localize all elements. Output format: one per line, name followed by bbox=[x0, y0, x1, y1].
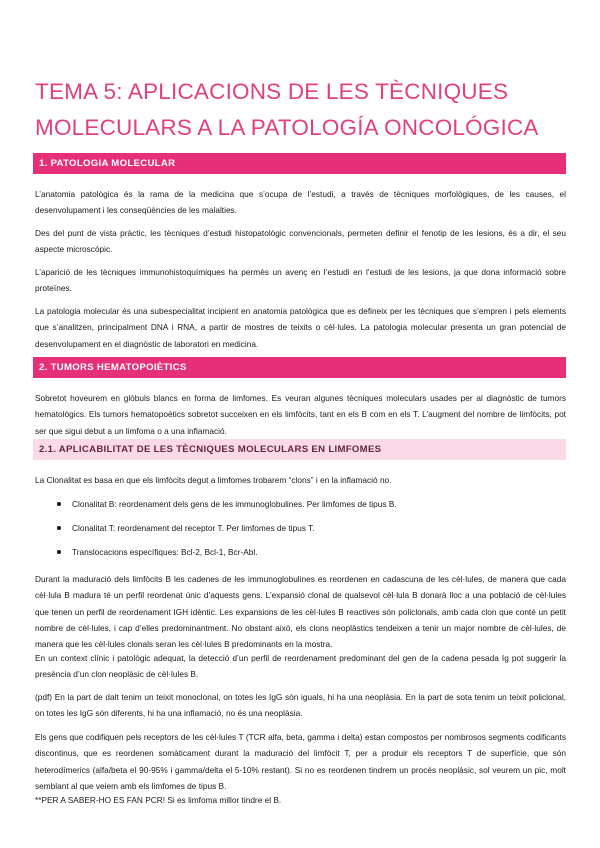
section-heading-patologia-molecular: 1. PATOLOGIA MOLECULAR bbox=[33, 153, 566, 174]
list-item bbox=[35, 520, 566, 544]
bullet-icon bbox=[57, 526, 61, 530]
bullet-list bbox=[35, 496, 566, 568]
list-item-text: Clonalitat T: reordenament del receptor T. Per limfomes de tipus T. bbox=[72, 523, 315, 533]
bullet-icon bbox=[57, 502, 61, 506]
paragraph: En un context clínic i patològic adequat, la detecció d’un perfil de reordenament predominant del gen de la cadena pesada Ig pot suggerir la presència d’un clon neoplàsic de cèl·lules B. bbox=[35, 653, 566, 680]
paragraph: La Clonalitat es basa en que els limfòcits degut a limfomes trobarem “clons” i en la inflamació no. bbox=[35, 475, 392, 485]
list-item-text: Translocacions específiques: Bcl-2, Bcl-1, Bcr-Abl. bbox=[72, 547, 258, 557]
subsection-heading-aplicabilitat: 2.1. APLICABILITAT DE LES TÈCNIQUES MOLECULARS EN LIMFOMES bbox=[33, 439, 566, 460]
paragraph: Durant la maduració dels limfòcits B les cadenes de les immunoglobulines es reordenen en cadascuna de les cèl·lules, de manera que cada cèl·lula B madura té un perfil reordenat únic d’aquests gens. L’expansió clonal de qualsevol cèl·lula B donarà lloc a una població de cèl·lules que tenen un perfil de reordenament IGH idèntic. Les expansions de les cèl·lules B reactives són policlonals, amb cada clon que conté un petit nombre de cèl·lules, i cap d’elles predominantment. No obstant això, els clons neoplàstics tendeixen a tenir un major nombre de cèl·lules, de manera que les cèl·lules clonals seran les cèl·lules B predominants en la mostra. bbox=[35, 574, 566, 650]
paragraph: Sobretot hoveurem en glòbuls blancs en forma de limfomes. Es veuran algunes tècniques moleculars usades per al diagnòstic de tumors hematològics. Els tumors hematopoètics sobretot succeixen en els limfòcits, tant en els B com en els T. L’augment del nombre de limfòcits, pot ser que sigui debut a un limfoma o a una inflamació. bbox=[35, 393, 566, 436]
paragraph: Des del punt de vista pràctic, les tècniques d’estudi histopatològic convencionals, permeten definir el fenotip de les lesions, és a dir, el seu aspecte microscòpic. bbox=[35, 228, 566, 255]
paragraph: La patologia molecular és una subespecialitat incipient en anatomia patològica que es defineix per les tècniques que s’empren i pels elements que s’analitzen, principalment DNA i RNA, a partir de mostres de teixits o cèl·lules. La patologia molecular presenta un gran potencial de desenvolupament en el diagnòstic de laboratori en medicina. bbox=[35, 306, 566, 349]
bullet-icon bbox=[57, 550, 61, 554]
note: **PER A SABER-HO ES FAN PCR! Si es limfoma millor tindre el B. bbox=[35, 795, 282, 805]
list-item-text: Clonalitat B: reordenament dels gens de les immunoglobulines. Per limfomes de tipus B. bbox=[72, 499, 397, 509]
paragraph: Els gens que codifiquen pels receptors de les cèl·lules T (TCR alfa, beta, gamma i delta) estan compostos per nombrosos segments codificants discontinus, que es reordenen somàticament durant la maduració del limfòcit T, per a produir els receptors T de superfície, que són heterodímerics (alfa/beta el 90-95% i gamma/delta el 5-10% restant). Si no es reordenen tindrem un procés neoplàsic, sol veurem un pic, molt semblant al que veiem amb els limfomes de tipus B. bbox=[35, 732, 566, 791]
page-title bbox=[35, 74, 575, 146]
paragraph: (pdf) En la part de dalt tenim un teixit monoclonal, on totes les IgG són iguals, hi ha una neoplàsia. En la part de sota tenim un teixit policlonal, on totes les IgG són diferents, hi ha una inflamació, no és una neoplàsia. bbox=[35, 692, 566, 719]
section-heading-tumors-hematopoietics: 2. TUMORS HEMATOPOIÈTICS bbox=[33, 357, 566, 378]
list-item bbox=[35, 544, 566, 568]
title-line-1: TEMA 5: APLICACIONS DE LES TÈCNIQUES bbox=[35, 79, 509, 104]
paragraph: L’anatomia patològica és la rama de la medicina que s’ocupa de l’estudi, a través de tècniques morfològiques, de les causes, el desenvolupament i les conseqüències de les malalties. bbox=[35, 189, 566, 216]
list-item bbox=[35, 496, 566, 520]
paragraph: L’aparició de les tècniques immunohistoquímiques ha permès un avenç en l’estudi en l’estudi de les lesions, ja que dona informació sobre proteïnes. bbox=[35, 267, 566, 294]
title-line-2: MOLECULARS A LA PATOLOGÍA ONCOLÓGICA bbox=[35, 115, 539, 140]
